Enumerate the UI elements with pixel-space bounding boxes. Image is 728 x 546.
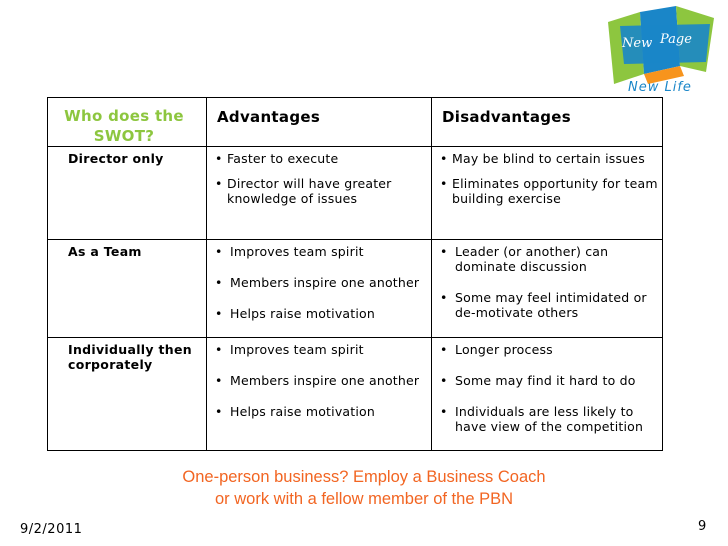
list-item: • Some may feel intimidated or de-motivate others bbox=[440, 290, 647, 320]
list-item: • Improves team spirit bbox=[215, 244, 364, 259]
row-label-cell bbox=[48, 240, 207, 338]
logo-word-page: Page bbox=[660, 32, 692, 47]
row-label: Individually then corporately bbox=[68, 342, 192, 372]
list-item: • Faster to execute bbox=[215, 151, 339, 166]
list-item: • Eliminates opportunity for team building exercise bbox=[440, 176, 658, 206]
advantages-cell bbox=[207, 240, 432, 338]
swot-table bbox=[47, 97, 663, 451]
list-item: • Members inspire one another bbox=[215, 275, 420, 290]
logo-tagline: New Life bbox=[628, 80, 692, 95]
footer-line-1: One-person business? Employ a Business Coach bbox=[182, 468, 546, 486]
list-item: • Members inspire one another bbox=[215, 373, 420, 388]
disadvantages-cell bbox=[432, 338, 663, 451]
slide-date: 9/2/2011 bbox=[20, 522, 83, 537]
advantages-cell bbox=[207, 338, 432, 451]
advantages-cell bbox=[207, 147, 432, 240]
header-advantages: Advantages bbox=[207, 98, 432, 147]
table-row bbox=[48, 338, 663, 451]
disadvantages-cell bbox=[432, 147, 663, 240]
footer-callout bbox=[0, 466, 728, 510]
header-who: Who does the SWOT? bbox=[48, 98, 207, 147]
list-item: • Longer process bbox=[440, 342, 553, 357]
row-label: Director only bbox=[68, 151, 164, 166]
row-label-cell bbox=[48, 147, 207, 240]
row-label-cell bbox=[48, 338, 207, 451]
table-header-row bbox=[48, 98, 663, 147]
list-item: • Individuals are less likely to have view of the competition bbox=[440, 404, 644, 434]
disadvantages-cell bbox=[432, 240, 663, 338]
list-item: • Improves team spirit bbox=[215, 342, 364, 357]
footer-line-2: or work with a fellow member of the PBN bbox=[214, 490, 514, 508]
list-item: • Some may find it hard to do bbox=[440, 373, 636, 388]
list-item: • Director will have greater knowledge of issues bbox=[215, 176, 392, 206]
logo-word-new: New bbox=[622, 36, 653, 51]
table-row bbox=[48, 147, 663, 240]
row-label: As a Team bbox=[68, 244, 142, 259]
page-number: 9 bbox=[698, 519, 707, 534]
list-item: • Helps raise motivation bbox=[215, 306, 376, 321]
list-item: • Helps raise motivation bbox=[215, 404, 376, 419]
new-page-logo bbox=[600, 4, 722, 102]
list-item: • May be blind to certain issues bbox=[440, 151, 645, 166]
header-disadvantages: Disadvantages bbox=[432, 98, 663, 147]
list-item: • Leader (or another) can dominate discussion bbox=[440, 244, 609, 274]
table-row bbox=[48, 240, 663, 338]
